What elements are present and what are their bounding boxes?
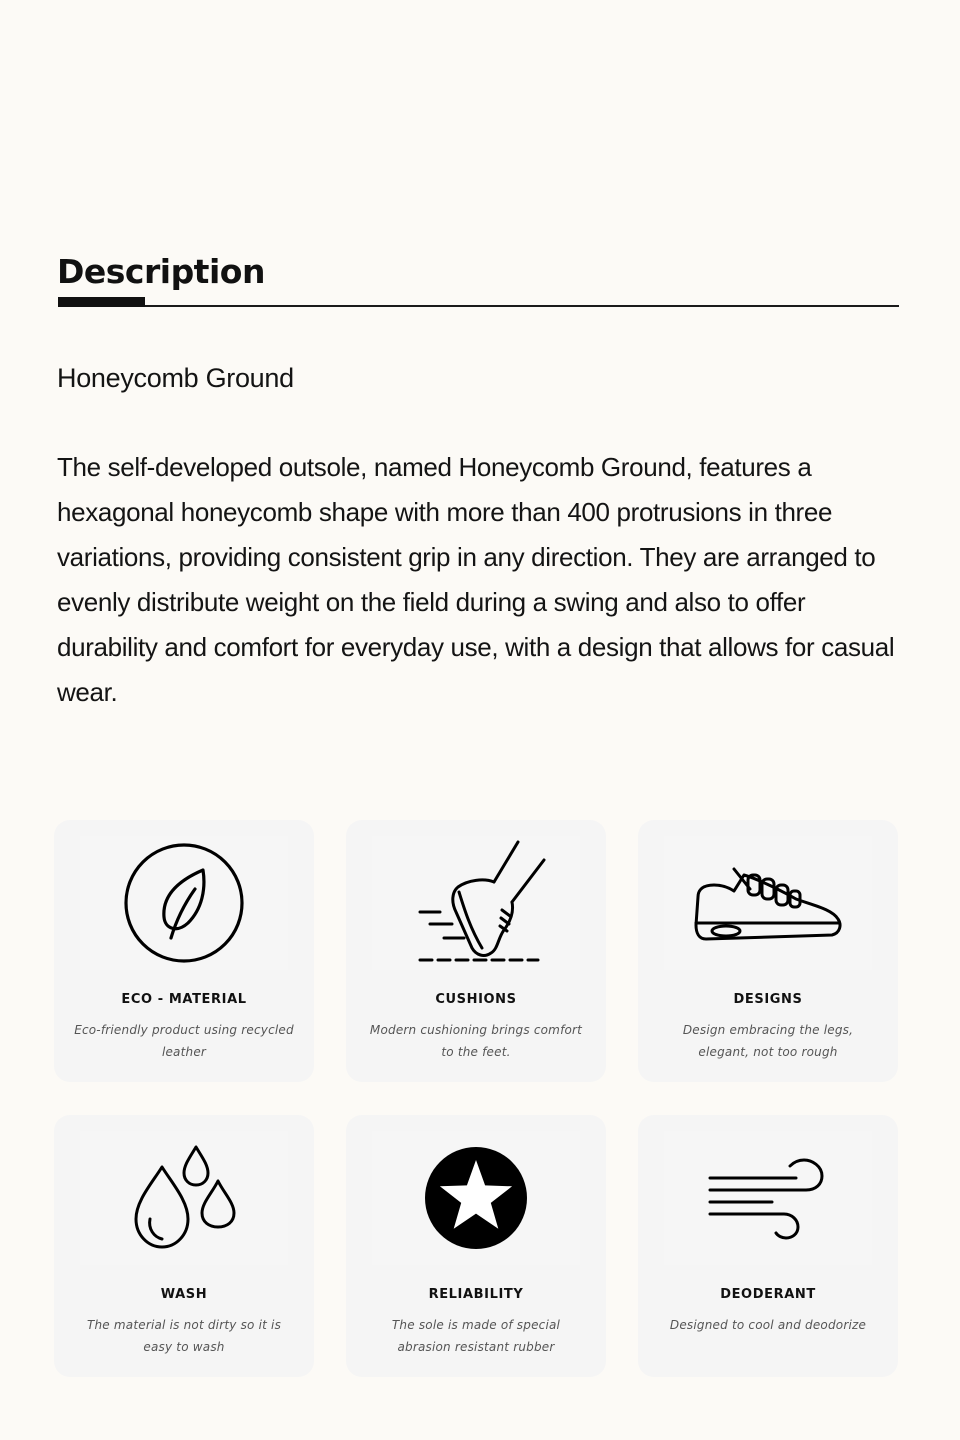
feature-title: DESIGNS: [733, 992, 803, 1007]
product-feature-name: Honeycomb Ground: [57, 363, 294, 393]
wind-icon: [664, 1131, 872, 1265]
feature-description: Designed to cool and deodorize: [669, 1318, 867, 1332]
feature-title: CUSHIONS: [435, 992, 517, 1007]
description-paragraph: The self-developed outsole, named Honeycomb Ground, features a hexagonal honeycomb shape with more than 400 protrusions in three variations, providing consistent grip in any direction. They are arranged to evenly distribute weight on the field during a swing and also to offer durability and comfort for everyday use, with a design that allows for casual wear.: [57, 452, 895, 707]
title-underline-accent: [58, 297, 145, 307]
feature-card-wash: [54, 1115, 314, 1377]
feature-description: The sole is made of special abrasion resistant rubber: [391, 1318, 561, 1354]
feature-title: ECO - MATERIAL: [121, 992, 247, 1007]
feature-title: WASH: [160, 1287, 208, 1302]
title-underline: [58, 305, 899, 307]
feature-card-cushions: [346, 820, 606, 1082]
feature-card-deoderant: [638, 1115, 898, 1377]
star-circle-icon: [372, 1131, 580, 1265]
leaf-icon: [80, 836, 288, 970]
section-title: Description: [57, 252, 265, 291]
water-drops-icon: [80, 1131, 288, 1265]
feature-description: Design embracing the legs, elegant, not too rough: [682, 1023, 854, 1059]
feature-grid: [54, 820, 898, 1377]
feature-description: Eco-friendly product using recycled leather: [74, 1023, 294, 1059]
feature-card-eco-material: [54, 820, 314, 1082]
feature-card-reliability: [346, 1115, 606, 1377]
sneaker-icon: [664, 836, 872, 970]
feature-title: RELIABILITY: [428, 1287, 524, 1302]
feature-title: DEODERANT: [720, 1287, 816, 1302]
running-foot-icon: [372, 836, 580, 970]
feature-description: The material is not dirty so it is easy to wash: [86, 1318, 282, 1354]
feature-description: Modern cushioning brings comfort to the feet.: [369, 1023, 583, 1059]
feature-card-designs: [638, 820, 898, 1082]
